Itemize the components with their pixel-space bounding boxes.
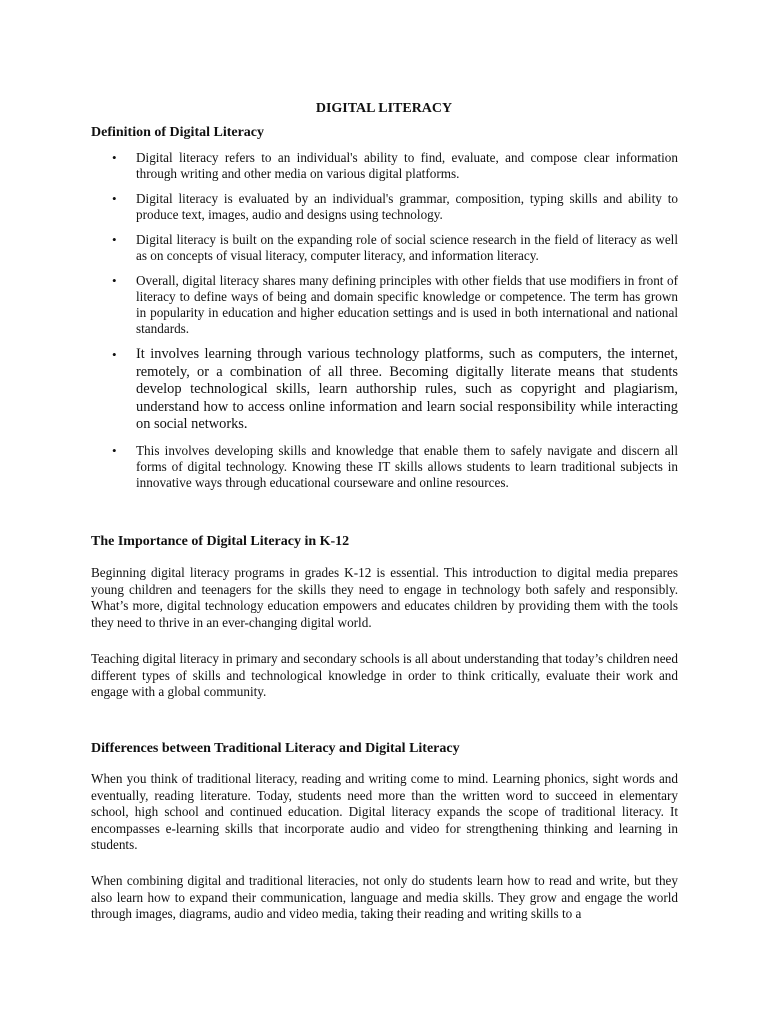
bullet-text: Digital literacy is built on the expanding role of social science research in the field of literacy as well as on concepts of visual literacy, computer literacy, and information literacy. — [136, 232, 678, 263]
bullet-icon: • — [112, 232, 117, 247]
bullet-item — [91, 443, 678, 491]
bullet-text: Digital literacy refers to an individual's ability to find, evaluate, and compose clear information through writing and other media on various digital platforms. — [136, 150, 678, 181]
bullet-icon: • — [112, 191, 117, 206]
bullet-icon: • — [112, 347, 117, 362]
bullet-item — [91, 273, 678, 337]
bullet-item — [91, 346, 678, 434]
section-heading-differences: Differences between Traditional Literacy and Digital Literacy — [91, 741, 460, 756]
differences-paragraph-2: When combining digital and traditional literacies, not only do students learn how to read and write, but they also learn how to expand their communication, language and media skills. They grow and engage the world through images, diagrams, audio and video media, taking their reading and writing skills to a — [91, 873, 678, 921]
bullet-item — [91, 150, 678, 182]
document-title: DIGITAL LITERACY — [315, 101, 453, 116]
section-heading-definition: Definition of Digital Literacy — [91, 125, 265, 140]
differences-paragraph-1: When you think of traditional literacy, reading and writing come to mind. Learning phonics, sight words and eventually, reading literature. Today, students need more than the written word to succeed in elementary school, high school and continued education. Digital literacy expands the scope of traditional literacy. It encompasses e-learning skills that incorporate audio and video for strengthening thinking and learning in students. — [91, 771, 678, 852]
section-heading-importance: The Importance of Digital Literacy in K-12 — [91, 534, 350, 549]
importance-paragraph-2: Teaching digital literacy in primary and secondary schools is all about understanding that today’s children need different types of skills and technological knowledge in order to think critically, evaluate their work and engage with a global community. — [91, 651, 678, 699]
bullet-icon: • — [112, 442, 117, 458]
bullet-icon: • — [112, 150, 117, 165]
bullet-text: It involves learning through various technology platforms, such as computers, the internet, remotely, or a combination of all three. Becoming digitally literate means that students develop technological skills, learn authorship rules, such as copyright and plagiarism, understand how to access online information and learn social responsibility while interacting on social networks. — [136, 346, 678, 432]
importance-paragraph-1: Beginning digital literacy programs in grades K-12 is essential. This introduction to digital media prepares young children and teenagers for the skills they need to engage in technology both safely and responsibly. What’s more, digital technology education empowers and educates children by providing them with the tools they need to thrive in an ever-changing digital world. — [91, 565, 678, 630]
bullet-icon: • — [112, 273, 117, 288]
bullet-text: Overall, digital literacy shares many defining principles with other fields that use modifiers in front of literacy to define ways of being and domain specific knowledge or competence. The term has grown in popularity in education and higher education settings and is used in both international and national standards. — [136, 273, 678, 336]
definition-bullet-list — [91, 150, 678, 500]
bullet-item — [91, 232, 678, 264]
bullet-text: Digital literacy is evaluated by an individual's grammar, composition, typing skills and ability to produce text, images, audio and designs using technology. — [136, 191, 678, 222]
bullet-item — [91, 191, 678, 223]
bullet-text: This involves developing skills and knowledge that enable them to safely navigate and discern all forms of digital technology. Knowing these IT skills allows students to learn traditional subjects in innovative ways through educational courseware and online resources. — [136, 442, 678, 490]
